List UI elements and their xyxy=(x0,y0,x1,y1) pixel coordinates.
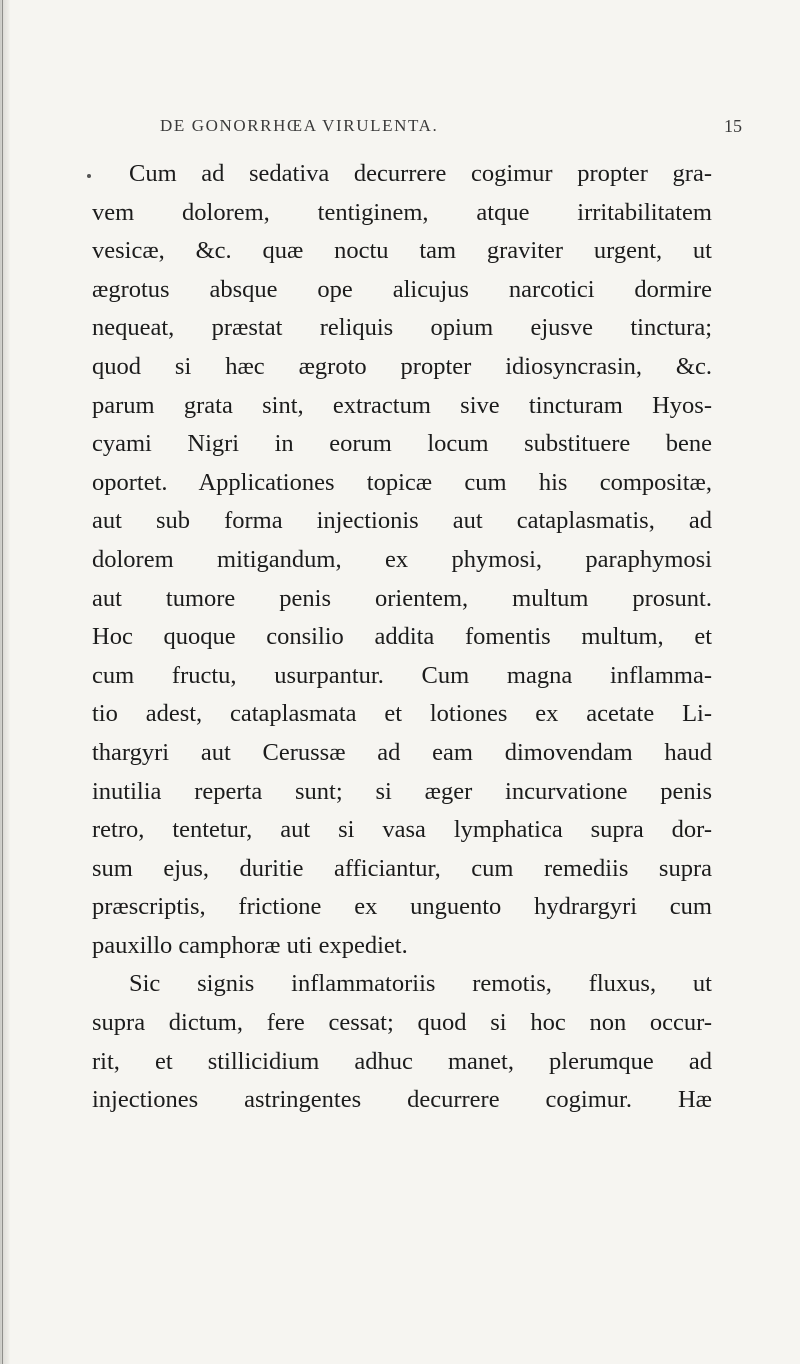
text-line: vesicæ, &c. quæ noctu tam graviter urgent, ut xyxy=(92,237,712,265)
text-line: rit, et stillicidium adhuc manet, plerumque ad xyxy=(92,1047,712,1075)
text-line: supra dictum, fere cessat; quod si hoc non occur- xyxy=(92,1009,712,1037)
margin-mark xyxy=(87,174,91,178)
text-line: sum ejus, duritie afficiantur, cum remediis supra xyxy=(92,854,712,882)
page-gutter-shadow xyxy=(0,0,10,1364)
text-line: cyami Nigri in eorum locum substituere bene xyxy=(92,430,712,458)
text-line: Cum ad sedativa decurrere cogimur propter gra- xyxy=(129,160,712,187)
text-line: præscriptis, frictione ex unguento hydrargyri cum xyxy=(92,893,712,921)
page-number: 15 xyxy=(724,116,742,136)
text-line: vem dolorem, tentiginem, atque irritabilitatem xyxy=(92,198,712,226)
page-gutter-line xyxy=(2,0,3,1364)
text-line: dolorem mitigandum, ex phymosi, paraphymosi xyxy=(92,545,712,573)
text-line: injectiones astringentes decurrere cogimur. Hæ xyxy=(92,1086,712,1114)
text-line: oportet. Applicationes topicæ cum his compositæ, xyxy=(92,468,712,496)
page-header xyxy=(160,116,760,146)
text-line: tio adest, cataplasmata et lotiones ex acetate Li- xyxy=(92,700,712,728)
text-line: thargyri aut Cerussæ ad eam dimovendam haud xyxy=(92,738,712,766)
text-line: Sic signis inflammatoriis remotis, fluxus, ut xyxy=(129,970,712,998)
text-line: ægrotus absque ope alicujus narcotici dormire xyxy=(92,275,712,303)
text-line: parum grata sint, extractum sive tincturam Hyos- xyxy=(92,391,712,419)
text-line: inutilia reperta sunt; si æger incurvatione penis xyxy=(92,777,712,805)
body-text xyxy=(92,155,712,1120)
text-line: nequeat, præstat reliquis opium ejusve tinctura; xyxy=(92,314,712,342)
running-head: DE GONORRHŒA VIRULENTA. xyxy=(160,116,439,135)
text-line: pauxillo camphoræ uti expediet. xyxy=(92,931,408,959)
text-line: Hoc quoque consilio addita fomentis multum, et xyxy=(92,623,712,651)
text-line: aut sub forma injectionis aut cataplasmatis, ad xyxy=(92,507,712,535)
text-line: retro, tentetur, aut si vasa lymphatica supra dor- xyxy=(92,816,712,844)
text-line: cum fructu, usurpantur. Cum magna inflamma- xyxy=(92,661,712,689)
text-line: quod si hæc ægroto propter idiosyncrasin, &c. xyxy=(92,352,712,380)
text-line: aut tumore penis orientem, multum prosunt. xyxy=(92,584,712,612)
